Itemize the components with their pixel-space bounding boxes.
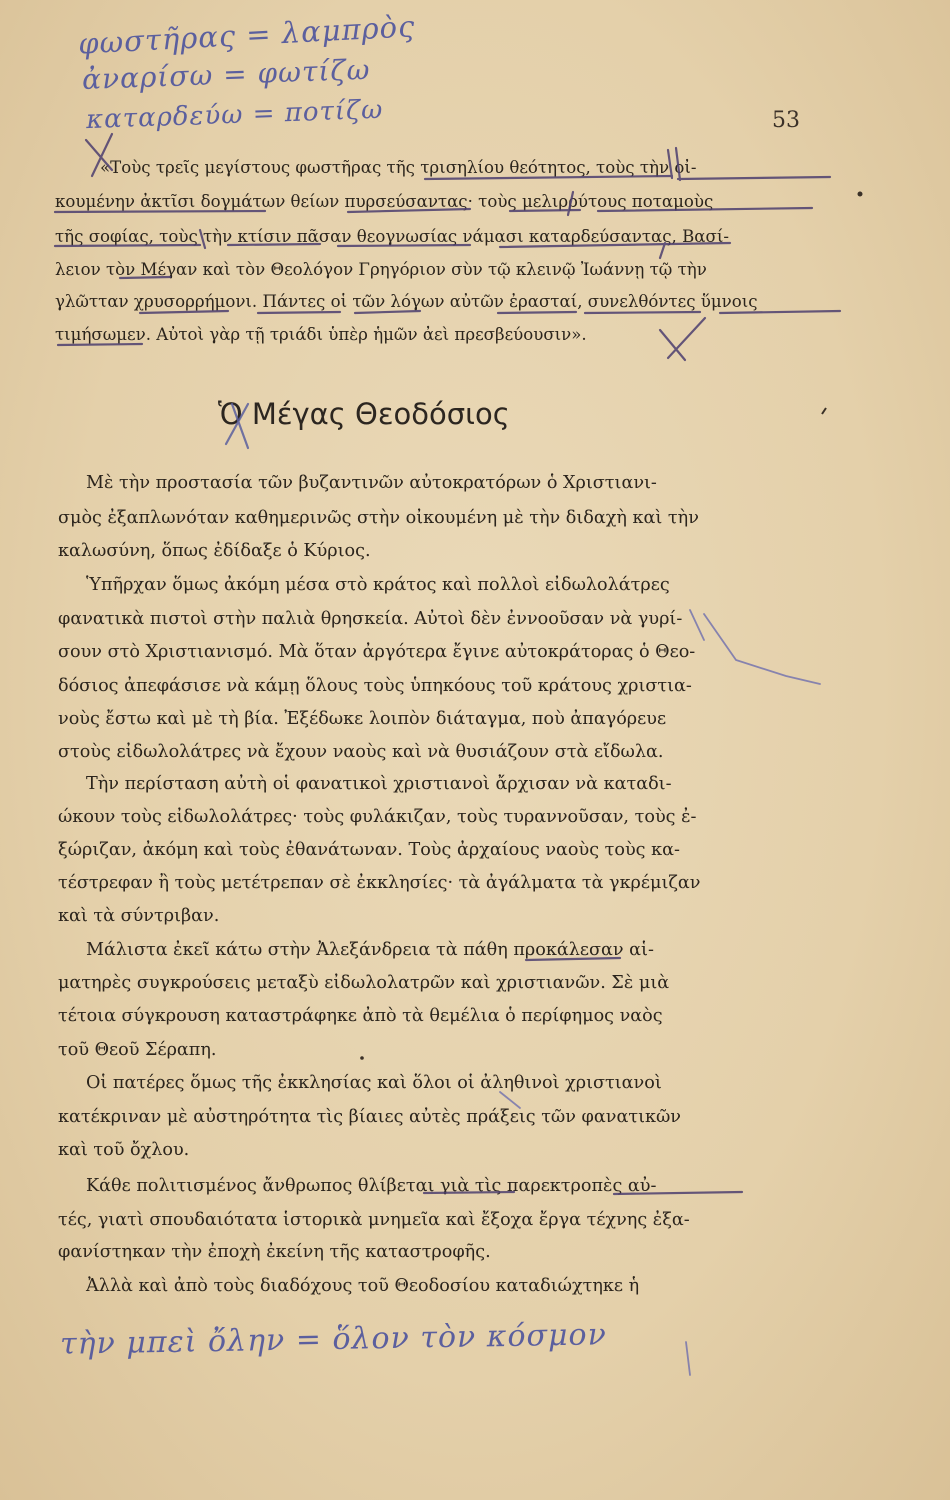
handwritten-note-2: ἀναρίσω = φωτίζω [81, 52, 371, 97]
body-line-23: τές, γιατὶ σπουδαιότατα ἱστορικὰ μνημεῖα καὶ ἔξοχα ἔργα τέχνης ἐξα- [58, 1210, 690, 1230]
body-line-14: καὶ τὰ σύντριβαν. [58, 906, 220, 926]
handwritten-note-bottom: τὴν μπεὶ ὄλην = ὅλον τὸν κόσμον [59, 1317, 608, 1362]
handwritten-note-1: φωστῆρας = λαμπρὸς [77, 9, 417, 61]
body-line-21: καὶ τοῦ ὄχλου. [58, 1140, 190, 1160]
body-line-1: Μὲ τὴν προστασία τῶν βυζαντινῶν αὐτοκρατόρων ὁ Χριστιανι- [86, 473, 657, 493]
body-line-15: Μάλιστα ἐκεῖ κάτω στὴν Ἀλεξάνδρεια τὰ πάθη προκάλεσαν αἱ- [86, 940, 654, 960]
body-line-18: τοῦ Θεοῦ Σέραπη. [58, 1040, 217, 1060]
divider-mark [568, 192, 573, 215]
body-line-11: ώκουν τοὺς εἰδωλολάτρες· τοὺς φυλάκιζαν, τοὺς τυραννοῦσαν, τοὺς ἐ- [58, 807, 697, 827]
handwritten-note-3: καταρδεύω = ποτίζω [85, 94, 384, 136]
body-line-6: σουν στὸ Χριστιανισμό. Μὰ ὅταν ἀργότερα ἔγινε αὐτοκράτορας ὁ Θεο- [58, 642, 696, 662]
body-line-13: τέστρεφαν ἢ τοὺς μετέτρεπαν σὲ ἐκκλησίες· τὰ ἀγάλματα τὰ γκρέμιζαν [58, 873, 701, 893]
body-line-8: νοὺς ἔστω καὶ μὲ τὴ βία. Ἐξέδωκε λοιπὸν διάταγμα, ποὺ ἀπαγόρευε [58, 709, 667, 729]
x-mark [660, 318, 705, 360]
body-line-5: φανατικὰ πιστοὶ στὴν παλιὰ θρησκεία. Αὐτοὶ δὲν ἐννοοῦσαν νὰ γυρί- [58, 609, 683, 629]
quote-line-6: τιμήσωμεν. Αὐτοὶ γὰρ τῇ τριάδι ὑπὲρ ἡμῶν ἀεὶ πρεσβεύουσιν». [55, 325, 587, 344]
body-line-25: Ἀλλὰ καὶ ἀπὸ τοὺς διαδόχους τοῦ Θεοδοσίου καταδιώχτηκε ἡ [86, 1276, 640, 1296]
quote-line-1: «Τοὺς τρεῖς μεγίστους φωστῆρας τῆς τρισηλίου θεότητος, τοὺς τὴν οἰ- [100, 158, 697, 177]
underline-mark [425, 176, 672, 179]
quote-line-2: κουμένην ἀκτῖσι δογμάτων θείων πυρσεύσαντας· τοὺς μελιρρύτους ποταμοὺς [55, 192, 714, 211]
underline-mark [424, 1192, 514, 1193]
x-mark [86, 134, 112, 176]
pencil-stroke [500, 1092, 520, 1108]
body-line-20: κατέκριναν μὲ αὐστηρότητα τὶς βίαιες αὐτὲς πράξεις τῶν φανατικῶν [58, 1107, 682, 1127]
underline-mark [526, 958, 620, 960]
underline-mark [614, 1192, 742, 1194]
body-line-16: ματηρὲς συγκρούσεις μεταξὺ εἰδωλολατρῶν καὶ χριστιανῶν. Σὲ μιὰ [58, 973, 670, 993]
underline-mark [140, 311, 840, 313]
body-line-17: τέτοια σύγκρουση καταστράφηκε ἀπὸ τὰ θεμέλια ὁ περίφημος ναὸς [58, 1006, 663, 1026]
underline-mark [55, 243, 730, 247]
body-line-24: φανίστηκαν τὴν ἐποχὴ ἐκείνη τῆς καταστροφῆς. [58, 1242, 491, 1262]
page-number: 53 [772, 108, 800, 133]
body-line-3: καλωσύνη, ὅπως ἐδίδαξε ὁ Κύριος. [58, 541, 371, 561]
pencil-stroke [704, 614, 820, 684]
body-line-19: Οἱ πατέρες ὅμως τῆς ἐκκλησίας καὶ ὅλοι οἱ ἀληθινοὶ χριστιανοὶ [86, 1073, 662, 1093]
body-line-12: ξώριζαν, ἀκόμη καὶ τοὺς ἐθανάτωναν. Τοὺς ἀρχαίους ναοὺς τοὺς κα- [58, 840, 680, 860]
underline-mark [120, 277, 170, 278]
body-line-7: δόσιος ἀπεφάσισε νὰ κάμῃ ὅλους τοὺς ὑπηκόους τοῦ κράτους χριστια- [58, 676, 692, 696]
body-line-22: Κάθε πολιτισμένος ἄνθρωπος θλίβεται γιὰ τὶς παρεκτροπὲς αὐ- [86, 1176, 657, 1196]
body-line-9: στοὺς εἰδωλολάτρες νὰ ἔχουν ναοὺς καὶ νὰ θυσιάζουν στὰ εἴδωλα. [58, 742, 664, 762]
tick-mark [822, 408, 826, 414]
underline-mark [58, 344, 142, 345]
body-line-2: σμὸς ἐξαπλωνόταν καθημερινῶς στὴν οἰκουμένη μὲ τὴν διδαχὴ καὶ τὴν [58, 508, 699, 528]
quote-line-5: γλῶτταν χρυσορρήμονι. Πάντες οἱ τῶν λόγων αὐτῶν ἐρασταί, συνελθόντες ὕμνοις [55, 292, 758, 311]
quote-line-3: τῆς σοφίας, τοὺς τὴν κτίσιν πᾶσαν θεογνωσίας νάμασι καταρδεύσαντας, Βασί- [55, 227, 729, 246]
underline-mark [348, 208, 812, 212]
underline-mark [678, 177, 830, 179]
body-line-4: Ὑπῆρχαν ὅμως ἀκόμη μέσα στὸ κράτος καὶ πολλοὶ εἰδωλολάτρες [86, 575, 670, 595]
dot-mark [360, 1056, 364, 1060]
body-line-10: Τὴν περίσταση αὐτὴ οἱ φανατικοὶ χριστιανοὶ ἄρχισαν νὰ καταδι- [86, 774, 672, 794]
dot-mark [858, 192, 863, 197]
underline-mark [55, 211, 265, 212]
quote-line-4: λειον τὸν Μέγαν καὶ τὸν Θεολόγον Γρηγόριον σὺν τῷ κλεινῷ Ἰωάννῃ τῷ τὴν [55, 260, 707, 279]
section-heading: Ὁ Μέγας Θεοδόσιος [218, 397, 510, 431]
pencil-stroke [690, 610, 704, 640]
x-mark [226, 404, 248, 448]
pencil-stroke [686, 1342, 690, 1375]
